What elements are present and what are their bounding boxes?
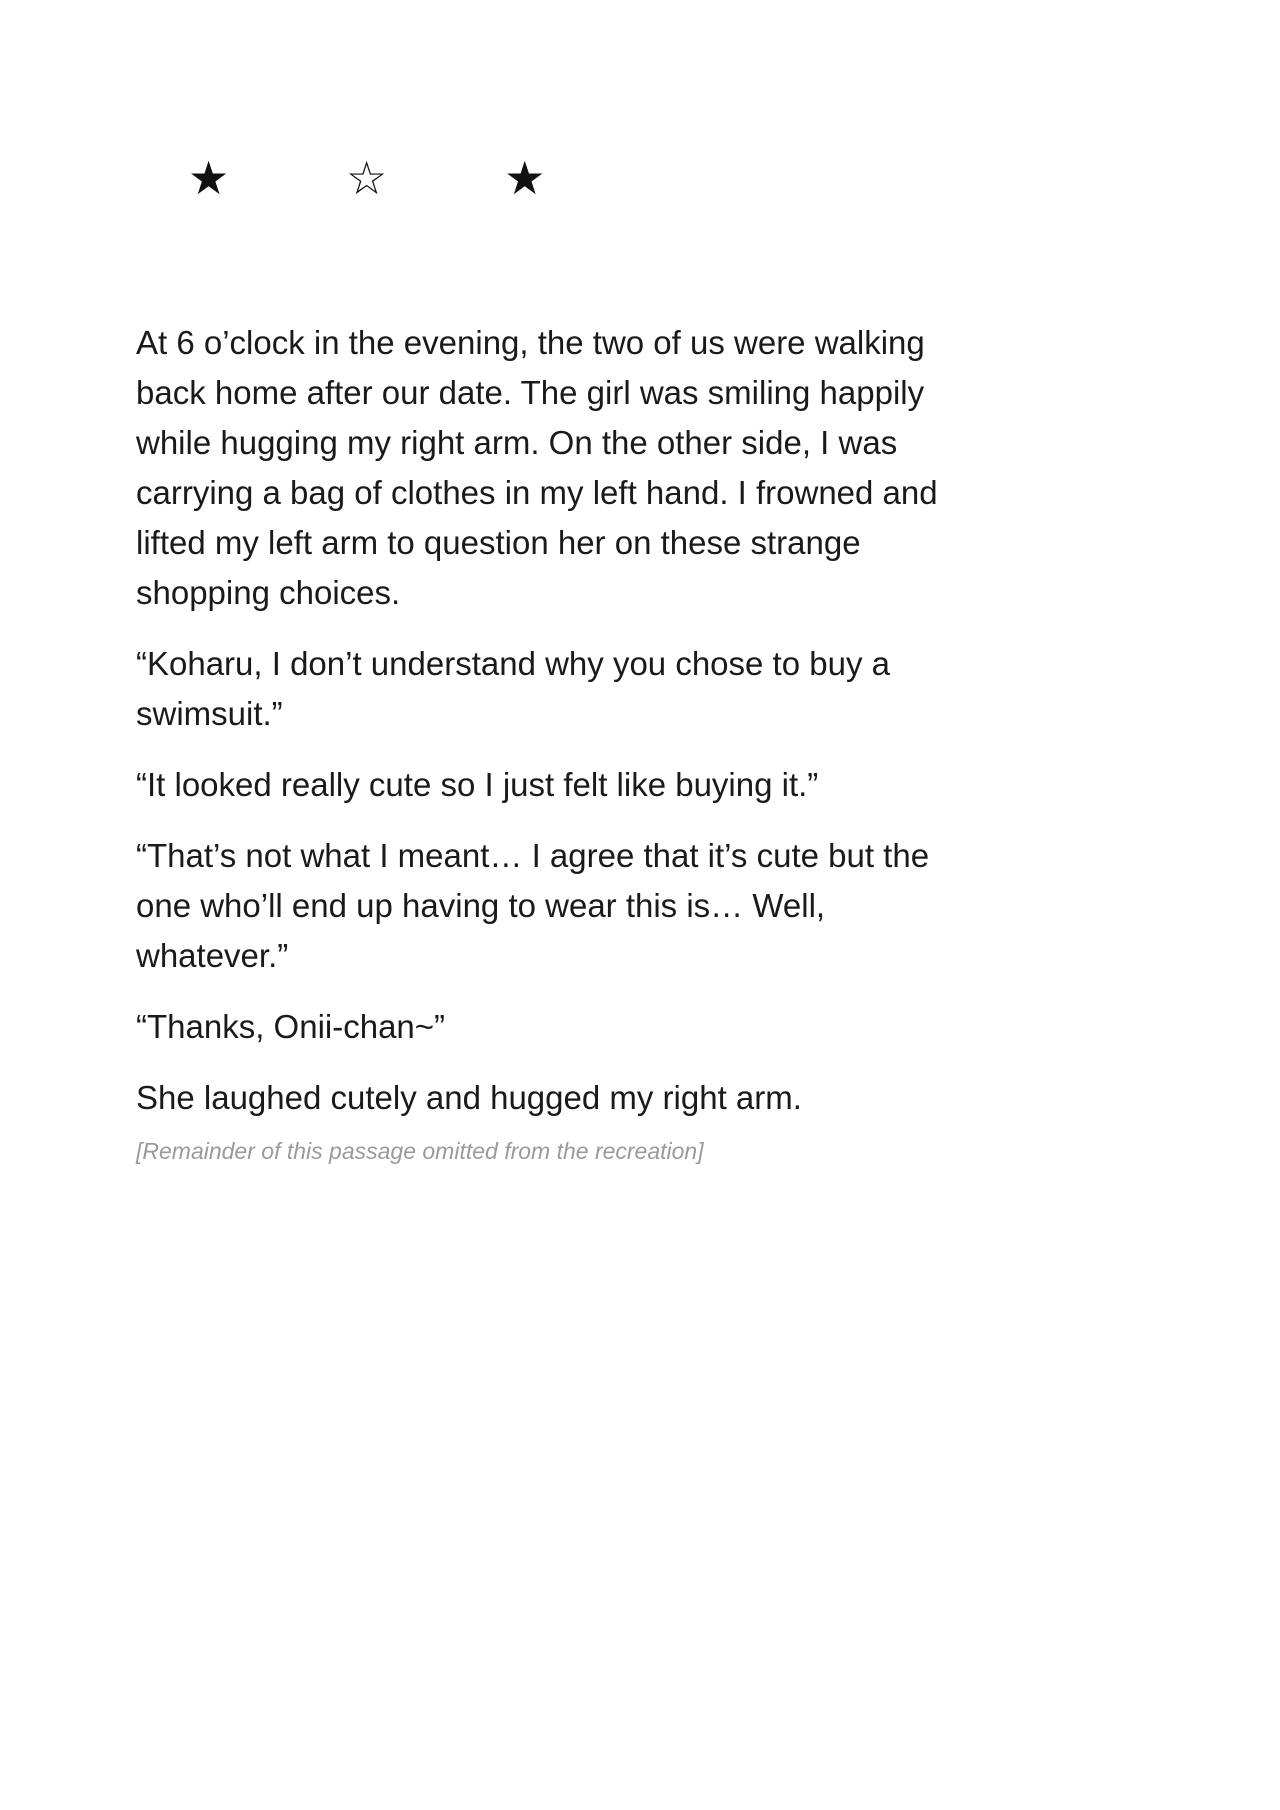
outline-star-icon: ☆ — [346, 152, 388, 204]
story-text — [136, 318, 976, 1693]
paragraph-narration-redacted — [136, 1073, 976, 1693]
scene-break-separator — [136, 150, 1160, 206]
paragraph-narration: At 6 o’clock in the evening, the two of us were walking back home after our date. The girl was smiling happily while hugging my right arm. On the other side, I was carrying a bag of clothes in my left hand. I frowned and lifted my left arm to question her on these strange shopping choices. — [136, 324, 938, 611]
redaction-note: [Remainder of this passage omitted from the recreation] — [136, 1138, 704, 1164]
paragraph-dialogue: “Koharu, I don’t understand why you chose to buy a swimsuit.” — [136, 645, 890, 732]
filled-star-icon: ★ — [504, 152, 546, 204]
paragraph-dialogue: “Thanks, Onii-chan~” — [136, 1008, 446, 1045]
paragraph-dialogue: “That’s not what I meant… I agree that it’s cute but the one who’ll end up having to wear this is… Well, whatever.” — [136, 837, 930, 974]
paragraph-text: She laughed cutely and hugged my right arm. — [136, 1079, 802, 1116]
filled-star-icon: ★ — [188, 152, 230, 204]
paragraph-dialogue: “It looked really cute so I just felt like buying it.” — [136, 766, 819, 803]
